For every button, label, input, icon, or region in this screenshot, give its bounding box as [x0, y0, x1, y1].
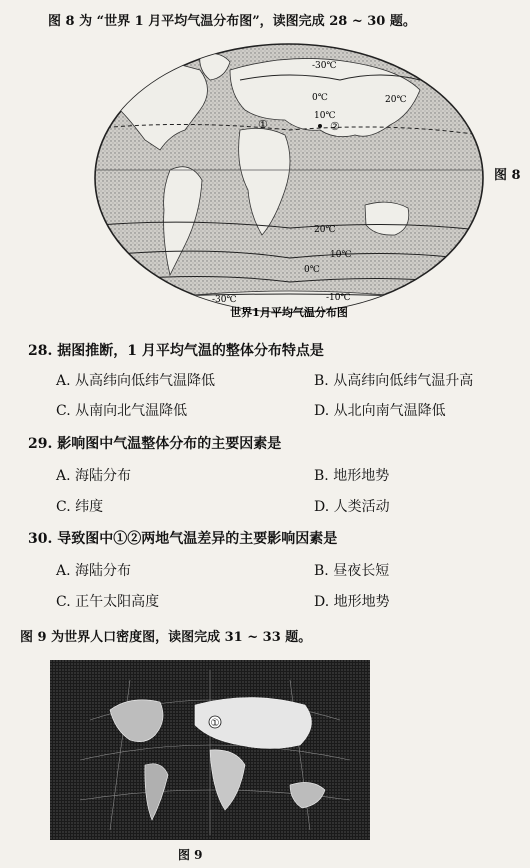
- isotherm-label: 10℃: [330, 250, 352, 260]
- q29-option-c[interactable]: C. 纬度: [56, 499, 104, 515]
- q30-option-c[interactable]: C. 正午太阳高度: [56, 594, 160, 610]
- marker-2: ②: [330, 120, 340, 133]
- fig9-population-density-map: [50, 660, 370, 840]
- q29-option-d[interactable]: D. 人类活动: [314, 499, 390, 515]
- isotherm-label: -10℃: [326, 293, 351, 303]
- marker-1: ①: [258, 118, 268, 131]
- isotherm-label: 20℃: [385, 95, 407, 105]
- fig8-side-label: 图 8: [494, 168, 521, 183]
- q29-option-b[interactable]: B. 地形地势: [314, 468, 390, 484]
- fig9-marker-1: ①: [210, 718, 220, 729]
- q28-option-a[interactable]: A. 从高纬向低纬气温降低: [56, 373, 216, 389]
- isotherm-label: -30℃: [312, 61, 337, 71]
- q28-option-b[interactable]: B. 从高纬向低纬气温升高: [314, 373, 474, 389]
- isotherm-label: 0℃: [312, 93, 328, 103]
- fig8-world-temperature-map: [90, 40, 488, 320]
- isotherm-label: 10℃: [314, 111, 336, 121]
- q28-option-d[interactable]: D. 从北向南气温降低: [314, 403, 446, 419]
- fig8-caption: 世界1月平均气温分布图: [230, 306, 348, 319]
- isotherm-label: -30℃: [212, 295, 237, 305]
- q30-stem: 30. 导致图中①②两地气温差异的主要影响因素是: [28, 531, 338, 547]
- fig9-intro: 图 9 为世界人口密度图，读图完成 31 ~ 33 题。: [20, 630, 312, 645]
- q29-stem: 29. 影响图中气温整体分布的主要因素是: [28, 436, 282, 452]
- q30-option-b[interactable]: B. 昼夜长短: [314, 563, 390, 579]
- isotherm-label: 20℃: [314, 225, 336, 235]
- isotherm-label: 0℃: [304, 265, 320, 275]
- q30-option-a[interactable]: A. 海陆分布: [56, 563, 132, 579]
- q28-option-c[interactable]: C. 从南向北气温降低: [56, 403, 188, 419]
- fig8-intro: 图 8 为 “世界 1 月平均气温分布图”，读图完成 28 ~ 30 题。: [48, 14, 416, 29]
- q30-option-d[interactable]: D. 地形地势: [314, 594, 390, 610]
- fig9-caption: 图 9: [178, 848, 203, 862]
- q28-stem: 28. 据图推断，1 月平均气温的整体分布特点是: [28, 343, 324, 359]
- q29-option-a[interactable]: A. 海陆分布: [56, 468, 132, 484]
